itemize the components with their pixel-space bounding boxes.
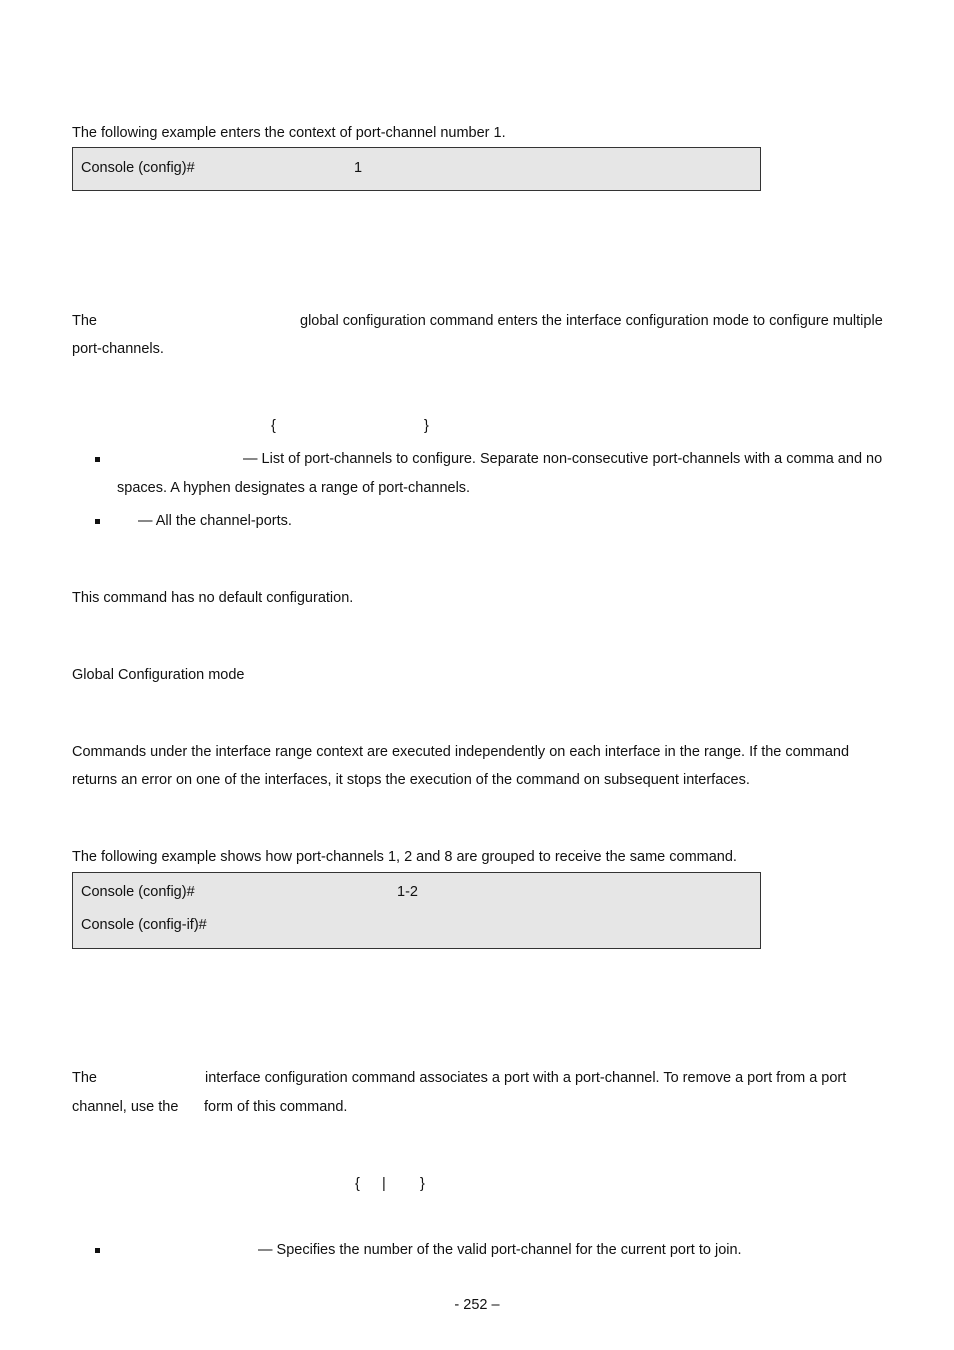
description-line-1: interface configuration command associates a port with a port-channel. To remove a port from a port bbox=[205, 1070, 847, 1086]
parameter-port-channel-description: — Specifies the number of the valid port-channel for the current port to join. bbox=[258, 1242, 742, 1258]
example-intro-text: The following example enters the context of port-channel number 1. bbox=[72, 125, 506, 141]
page-number: - 252 – bbox=[454, 1297, 500, 1313]
example-intro-text: The following example shows how port-channels 1, 2 and 8 are grouped to receive the same command. bbox=[72, 849, 737, 865]
description-line-2: port-channels. bbox=[72, 341, 164, 357]
console-example-box bbox=[72, 872, 761, 949]
bullet-marker bbox=[95, 457, 100, 462]
console-prompt: Console (config)# bbox=[81, 160, 195, 176]
parameter-all-description: — All the channel-ports. bbox=[138, 513, 292, 529]
console-example-box bbox=[72, 147, 761, 191]
syntax-open-brace: { bbox=[271, 418, 276, 434]
default-configuration-text: This command has no default configuration. bbox=[72, 590, 354, 606]
syntax-pipe: | bbox=[382, 1176, 386, 1192]
description-the: The bbox=[72, 1070, 97, 1086]
console-prompt: Console (config-if)# bbox=[81, 917, 207, 933]
syntax-close-brace: } bbox=[420, 1176, 425, 1192]
console-argument: 1 bbox=[354, 160, 363, 176]
syntax-open-brace: { bbox=[355, 1176, 360, 1192]
parameter-list-description-2: spaces. A hyphen designates a range of port-channels. bbox=[117, 480, 471, 496]
console-prompt: Console (config)# bbox=[81, 884, 195, 900]
usage-guidelines-line-2: returns an error on one of the interfaces, it stops the execution of the command on subsequent interfaces. bbox=[72, 772, 750, 788]
description-line-2b: form of this command. bbox=[204, 1099, 348, 1115]
description-the: The bbox=[72, 313, 97, 329]
console-argument: 1-2 bbox=[397, 884, 418, 900]
description-line-2a: channel, use the bbox=[72, 1099, 179, 1115]
bullet-marker bbox=[95, 1248, 100, 1253]
description-line-1: global configuration command enters the interface configuration mode to configure multiple bbox=[300, 313, 883, 329]
bullet-marker bbox=[95, 519, 100, 524]
command-mode-text: Global Configuration mode bbox=[72, 667, 245, 683]
usage-guidelines-line-1: Commands under the interface range context are executed independently on each interface in the range. If the command bbox=[72, 744, 850, 760]
parameter-list-description-1: — List of port-channels to configure. Separate non-consecutive port-channels with a comma and no bbox=[243, 451, 883, 467]
syntax-close-brace: } bbox=[424, 418, 429, 434]
